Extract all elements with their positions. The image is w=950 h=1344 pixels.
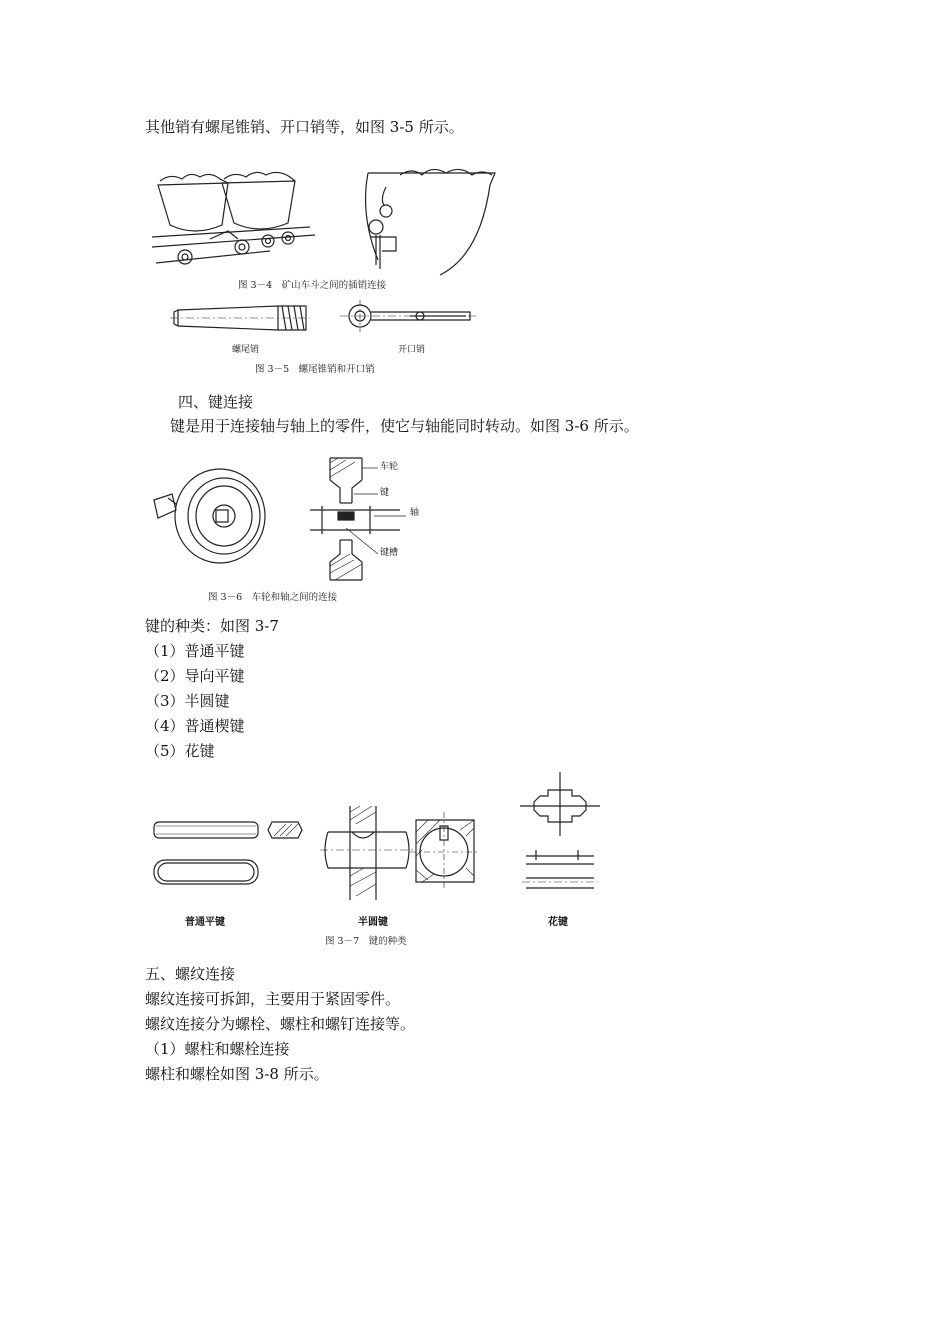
intro-paragraph: 其他销有螺尾锥销、开口销等，如图 3-5 所示。 <box>145 118 464 136</box>
key-type-item: （4）普通楔键 <box>145 717 245 735</box>
key-type-item: （5）花键 <box>145 742 215 760</box>
section-5-body-3: 螺柱和螺栓如图 3-8 所示。 <box>145 1065 329 1083</box>
figure-3-6-label-key: 键 <box>380 488 390 498</box>
section-4-heading: 四、键连接 <box>178 393 254 411</box>
figure-3-7-label-woodruff-key: 半圆键 <box>358 917 388 928</box>
figure-3-6-label-wheel: 车轮 <box>380 462 399 472</box>
section-4-body: 键是用于连接轴与轴上的零件，使它与轴能同时转动。如图 3-6 所示。 <box>170 417 639 435</box>
key-types-heading: 键的种类：如图 3-7 <box>145 617 279 635</box>
figure-3-7-caption: 图 3－7 键的种类 <box>325 936 407 947</box>
figure-3-7-key-types-illustration <box>150 772 610 912</box>
key-type-item: （1）普通平键 <box>145 642 245 660</box>
figure-3-4-cart-illustration <box>150 165 500 275</box>
figure-3-5-label-tapered-pin: 螺尾销 <box>232 345 260 355</box>
figure-3-7-label-spline: 花键 <box>548 917 568 928</box>
figure-3-5-caption: 图 3－5 螺尾锥销和开口销 <box>255 364 375 375</box>
figure-3-6-label-shaft: 轴 <box>410 508 420 518</box>
figure-3-6-caption: 图 3－6 车轮和轴之间的连接 <box>208 592 338 603</box>
section-5-subheading-1: （1）螺柱和螺栓连接 <box>145 1040 290 1058</box>
figure-3-6-label-keyway: 键槽 <box>380 548 399 558</box>
figure-3-7-label-flat-key: 普通平键 <box>185 917 225 928</box>
section-5-heading: 五、螺纹连接 <box>145 965 236 983</box>
key-type-item: （2）导向平键 <box>145 667 245 685</box>
key-type-item: （3）半圆键 <box>145 692 230 710</box>
figure-3-4-caption: 图 3－4 矿山车斗之间的插销连接 <box>238 280 387 291</box>
figure-3-6-wheel-illustration <box>150 458 420 583</box>
section-5-body-2: 螺纹连接分为螺栓、螺柱和螺钉连接等。 <box>145 1015 416 1033</box>
figure-3-5-label-cotter-pin: 开口销 <box>398 345 426 355</box>
section-5-body-1: 螺纹连接可拆卸，主要用于紧固零件。 <box>145 990 401 1008</box>
figure-3-5-pins-illustration <box>170 298 490 338</box>
